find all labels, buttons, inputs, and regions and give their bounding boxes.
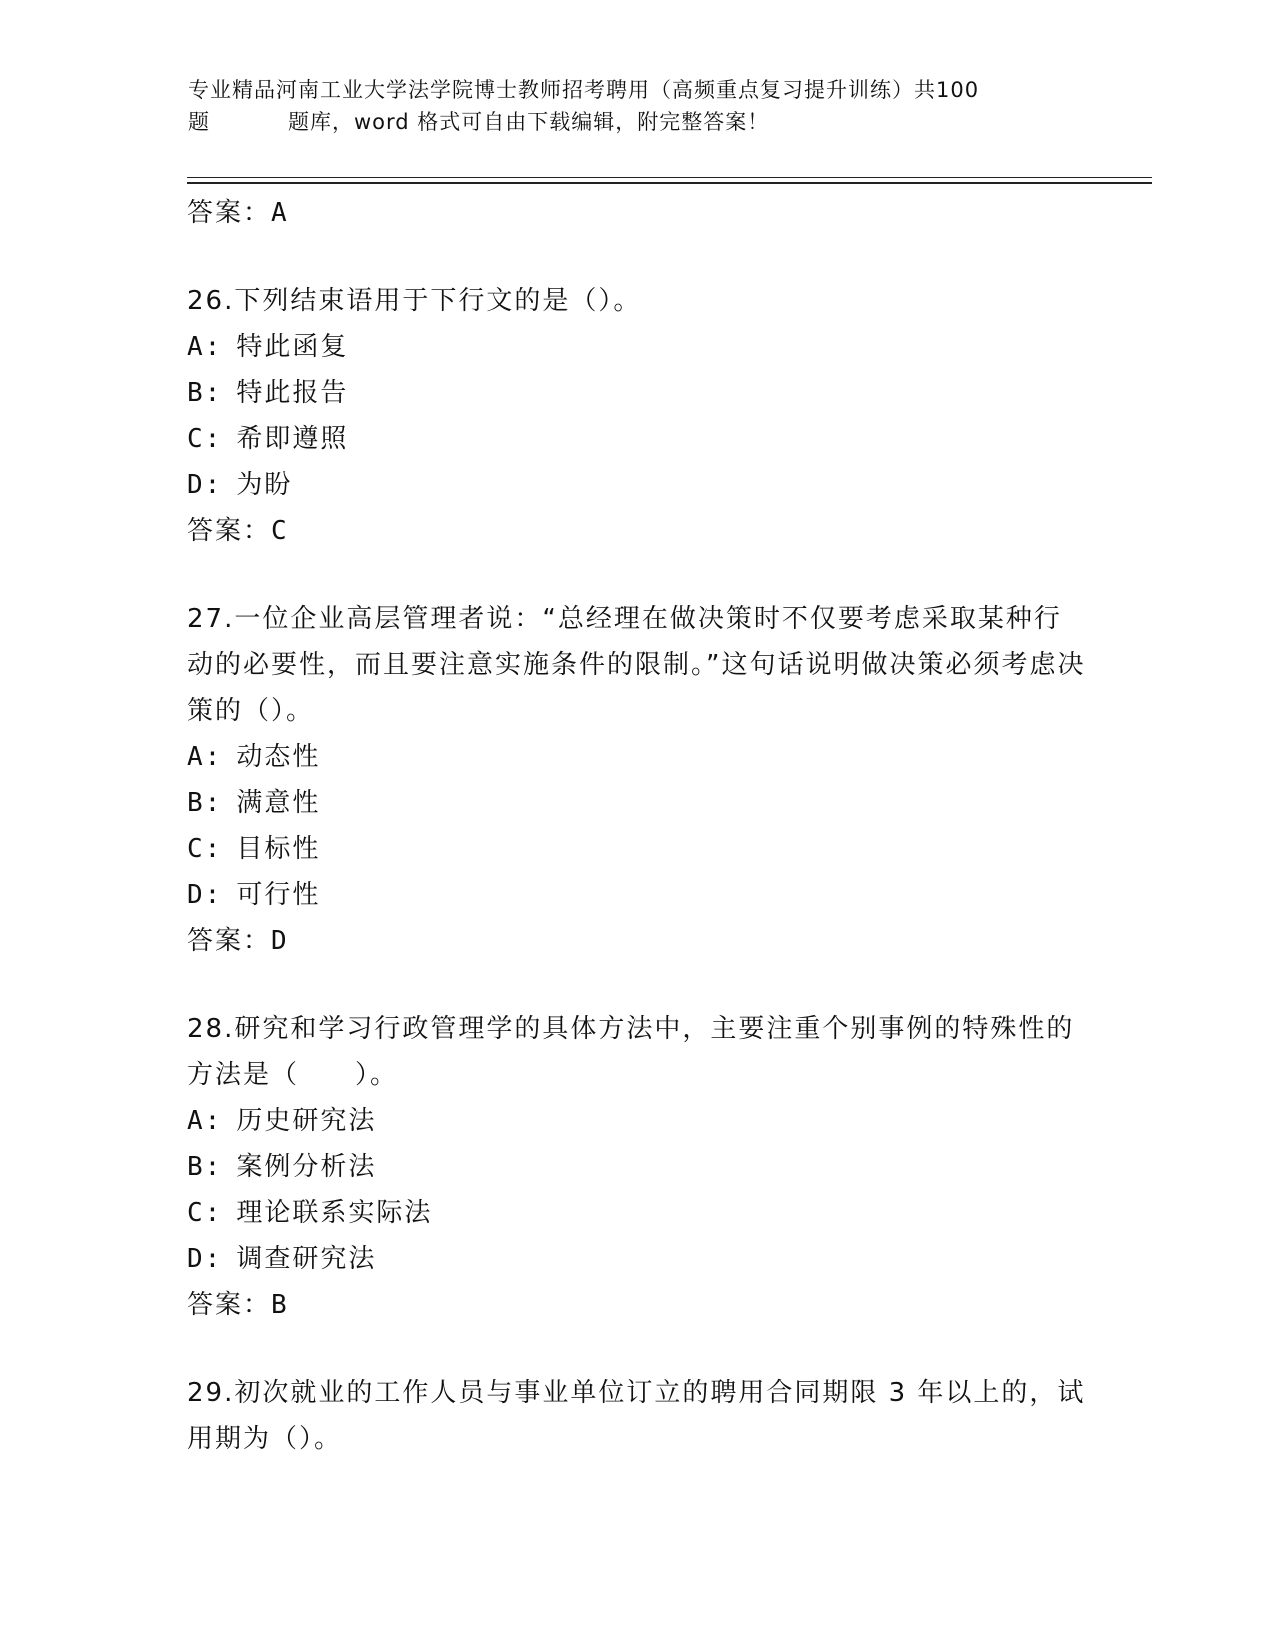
answer-line	[187, 508, 1087, 554]
question-28	[187, 1006, 1087, 1328]
option-d	[187, 1236, 1087, 1282]
option-key: B:	[187, 378, 223, 408]
header-divider	[187, 177, 1152, 184]
option-a	[187, 734, 1087, 780]
option-text: 为盼	[236, 470, 293, 500]
question-27	[187, 596, 1087, 964]
option-key: B:	[187, 788, 223, 818]
answer-label: 答案：	[187, 198, 272, 228]
option-d	[187, 872, 1087, 918]
answer-label: 答案：	[187, 1290, 272, 1320]
header-title-line1: 专业精品河南工业大学法学院博士教师招考聘用（高频重点复习提升训练）共100	[188, 78, 980, 102]
question-stem: 28.研究和学习行政管理学的具体方法中，主要注重个别事例的特殊性的方法是（ ）。	[187, 1014, 1075, 1090]
option-key: B:	[187, 1152, 223, 1182]
option-text: 历史研究法	[236, 1106, 377, 1136]
option-b	[187, 370, 1087, 416]
answer-line	[187, 1282, 1087, 1328]
answer-line	[187, 190, 1087, 236]
option-key: C:	[187, 1198, 223, 1228]
answer-value: A	[271, 198, 289, 228]
option-text: 动态性	[236, 742, 321, 772]
option-b	[187, 780, 1087, 826]
option-key: D:	[187, 880, 223, 910]
answer-value: C	[271, 516, 289, 546]
question-stem: 29.初次就业的工作人员与事业单位订立的聘用合同期限 3 年以上的，试用期为（）。	[187, 1378, 1086, 1454]
option-text: 调查研究法	[236, 1244, 377, 1274]
answer-value: B	[271, 1290, 289, 1320]
question-26	[187, 278, 1087, 554]
option-text: 满意性	[236, 788, 321, 818]
option-text: 案例分析法	[236, 1152, 377, 1182]
option-key: C:	[187, 834, 223, 864]
option-key: A:	[187, 332, 223, 362]
option-c	[187, 1190, 1087, 1236]
option-text: 理论联系实际法	[236, 1198, 433, 1228]
option-a	[187, 1098, 1087, 1144]
option-key: A:	[187, 742, 223, 772]
header-title-line2	[188, 106, 1068, 138]
document-body	[187, 190, 1087, 1462]
option-text: 可行性	[236, 880, 321, 910]
question-stem: 26.下列结束语用于下行文的是（）。	[187, 286, 642, 316]
option-text: 特此报告	[236, 378, 349, 408]
option-text: 目标性	[236, 834, 321, 864]
option-text: 希即遵照	[236, 424, 349, 454]
option-key: C:	[187, 424, 223, 454]
option-text: 特此函复	[236, 332, 349, 362]
option-c	[187, 826, 1087, 872]
question-stem: 27.一位企业高层管理者说：“总经理在做决策时不仅要考虑采取某种行动的必要性，而且要注意实施条件的限制。”这句话说明做决策必须考虑决策的（）。	[187, 604, 1086, 726]
answer-value: D	[271, 926, 289, 956]
header-line2-text: 题库，word 格式可自由下载编辑，附完整答案！	[288, 110, 770, 134]
page-header	[188, 74, 1068, 138]
option-a	[187, 324, 1087, 370]
question-29	[187, 1370, 1087, 1462]
option-d	[187, 462, 1087, 508]
option-key: A:	[187, 1106, 223, 1136]
option-c	[187, 416, 1087, 462]
answer-label: 答案：	[187, 516, 272, 546]
header-line2-prefix: 题	[188, 110, 210, 134]
option-b	[187, 1144, 1087, 1190]
answer-label: 答案：	[187, 926, 272, 956]
option-key: D:	[187, 1244, 223, 1274]
answer-line	[187, 918, 1087, 964]
option-key: D:	[187, 470, 223, 500]
